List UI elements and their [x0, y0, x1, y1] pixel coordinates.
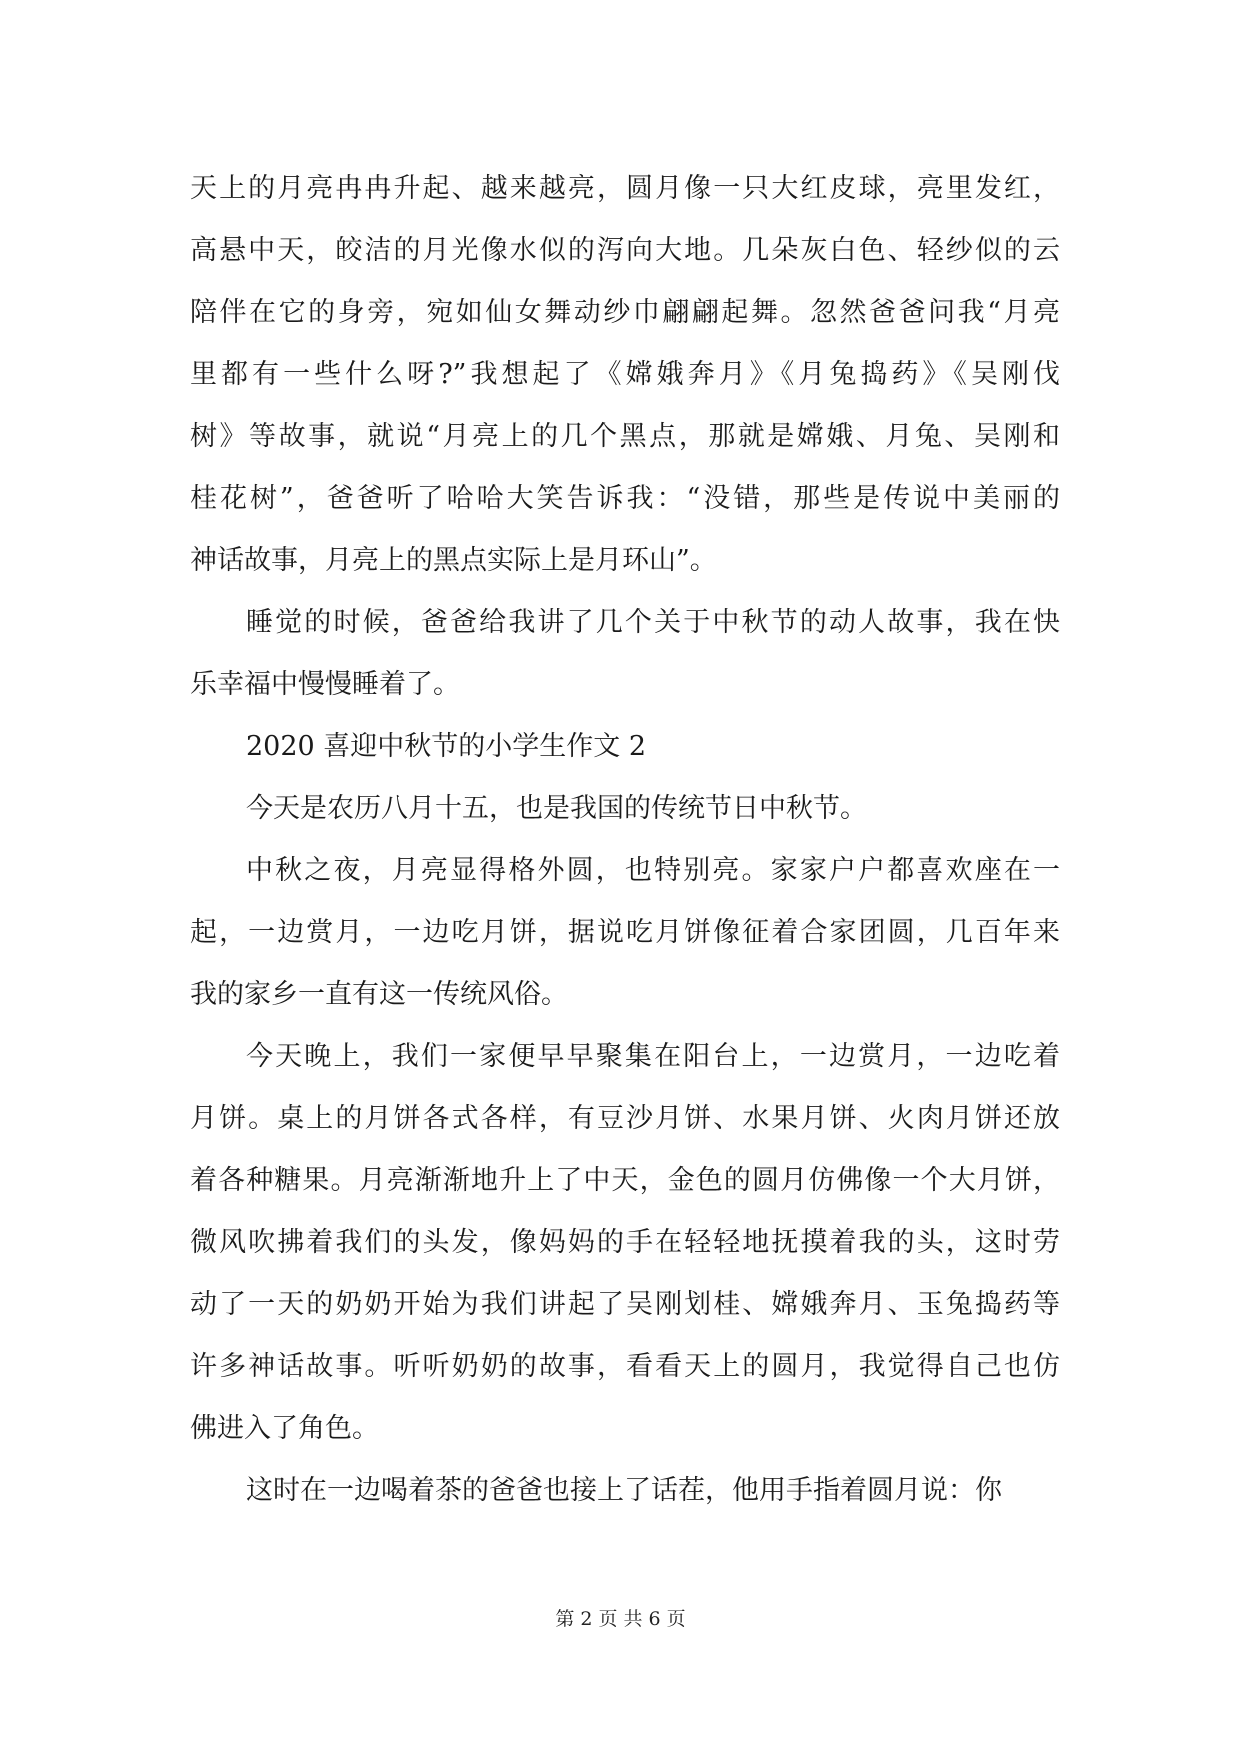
page-footer: 第 2 页 共 6 页: [555, 1608, 686, 1630]
paragraph-line: 陪伴在它的身旁，宛如仙女舞动纱巾翩翩起舞。忽然爸爸问我“月亮: [190, 297, 1060, 328]
paragraph-line: 今天晚上，我们一家便早早聚集在阳台上，一边赏月，一边吃着: [246, 1041, 1060, 1072]
paragraph-line: 佛进入了角色。: [190, 1413, 379, 1444]
paragraph-line: 天上的月亮冉冉升起、越来越亮，圆月像一只大红皮球，亮里发红，: [190, 173, 1060, 204]
body-text: [190, 158, 1060, 1522]
paragraph-line: 桂花树”，爸爸听了哈哈大笑告诉我：“没错，那些是传说中美丽的: [190, 483, 1060, 514]
paragraph: [190, 840, 1060, 1026]
paragraph-line: 着各种糖果。月亮渐渐地升上了中天，金色的圆月仿佛像一个大月饼，: [190, 1165, 1060, 1196]
paragraph-line: 我的家乡一直有这一传统风俗。: [190, 979, 568, 1010]
paragraph: [190, 158, 1060, 592]
paragraph-line: 许多神话故事。听听奶奶的故事，看看天上的圆月，我觉得自己也仿: [190, 1351, 1060, 1382]
paragraph: [190, 592, 1060, 716]
paragraph-line: 中秋之夜，月亮显得格外圆，也特别亮。家家户户都喜欢座在一: [246, 855, 1060, 886]
paragraph-line: 睡觉的时候，爸爸给我讲了几个关于中秋节的动人故事，我在快: [246, 607, 1060, 638]
paragraph-line: 里都有一些什么呀?”我想起了《嫦娥奔月》《月兔捣药》《吴刚伐: [190, 359, 1060, 390]
paragraph-line: 起，一边赏月，一边吃月饼，据说吃月饼像征着合家团圆，几百年来: [190, 917, 1060, 948]
paragraph-line: 乐幸福中慢慢睡着了。: [190, 669, 460, 700]
paragraph-line: 神话故事，月亮上的黑点实际上是月环山”。: [190, 545, 717, 576]
paragraph-line: 月饼。桌上的月饼各式各样，有豆沙月饼、水果月饼、火肉月饼还放: [190, 1103, 1060, 1134]
paragraph-line: 高悬中天，皎洁的月光像水似的泻向大地。几朵灰白色、轻纱似的云: [190, 235, 1060, 266]
paragraph: [190, 1026, 1060, 1460]
paragraph: [190, 716, 1060, 778]
paragraph: [190, 778, 1060, 840]
paragraph-line: 这时在一边喝着茶的爸爸也接上了话茬，他用手指着圆月说：你: [246, 1475, 1002, 1506]
paragraph: [190, 1460, 1060, 1522]
paragraph-line: 微风吹拂着我们的头发，像妈妈的手在轻轻地抚摸着我的头，这时劳: [190, 1227, 1060, 1258]
paragraph-line: 今天是农历八月十五，也是我国的传统节日中秋节。: [246, 793, 867, 824]
paragraph-line: 2020 喜迎中秋节的小学生作文 2: [246, 731, 647, 762]
paragraph-line: 树》等故事，就说“月亮上的几个黑点，那就是嫦娥、月兔、吴刚和: [190, 421, 1060, 452]
paragraph-line: 动了一天的奶奶开始为我们讲起了吴刚划桂、嫦娥奔月、玉兔捣药等: [190, 1289, 1060, 1320]
